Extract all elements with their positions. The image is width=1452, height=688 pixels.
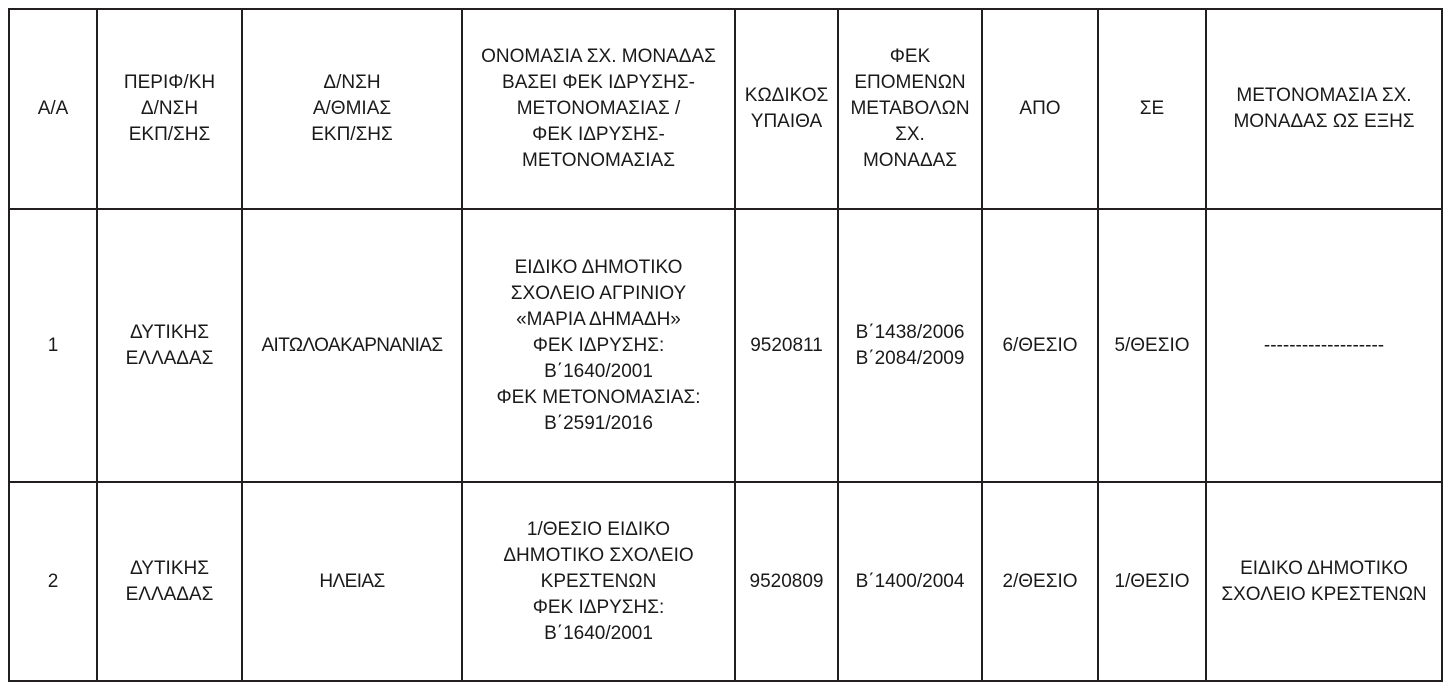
cell-to: [1098, 209, 1206, 482]
cell-line: ΕΚΠ/ΣΗΣ: [128, 124, 211, 145]
cell-line: Α/Α: [37, 98, 69, 119]
cell-from: [982, 209, 1098, 482]
header-school-name: [462, 9, 735, 209]
header-row: [9, 9, 1442, 209]
cell-line: ΚΡΕΣΤΕΝΩΝ: [540, 570, 657, 592]
cell-line: ΜΟΝΑΔΑΣ: [862, 150, 958, 171]
cell-aa: [9, 209, 97, 482]
cell-gazette-changes: [838, 482, 982, 681]
cell-line: ΑΠΟ: [1019, 98, 1061, 119]
cell-code: [735, 209, 838, 482]
header-gazette-changes: [838, 9, 982, 209]
cell-line: ΔΗΜΟΤΙΚΟ ΣΧΟΛΕΙΟ: [503, 544, 694, 566]
cell-gazette-changes: [838, 209, 982, 482]
cell-line: ΦΕΚ: [889, 46, 931, 67]
school-units-table: [8, 8, 1443, 682]
cell-line: ΣΕ: [1139, 98, 1165, 119]
cell-school-name: [462, 482, 735, 681]
cell-line: ΠΕΡΙΦ/ΚΗ: [123, 72, 216, 93]
cell-line: ΗΛΕΙΑΣ: [319, 570, 385, 592]
cell-line: Β΄2591/2016: [544, 412, 653, 434]
cell-line: ΚΩΔΙΚΟΣ: [744, 85, 829, 106]
cell-line: ΦΕΚ ΙΔΡΥΣΗΣ:: [532, 596, 665, 618]
cell-region: [97, 482, 242, 681]
header-renaming: [1206, 9, 1442, 209]
cell-line: 9520811: [750, 334, 823, 356]
cell-to: [1098, 482, 1206, 681]
cell-line: ΦΕΚ ΙΔΡΥΣΗΣ-: [532, 124, 665, 145]
cell-line: ΜΕΤΟΝΟΜΑΣΙΑ ΣΧ.: [1236, 85, 1412, 106]
cell-line: Δ/ΝΣΗ: [140, 98, 199, 119]
cell-aa: [9, 482, 97, 681]
cell-line: Β΄1640/2001: [544, 622, 653, 644]
cell-line: ΦΕΚ ΙΔΡΥΣΗΣ:: [532, 334, 665, 356]
cell-line: Α/ΘΜΙΑΣ: [312, 98, 392, 119]
cell-line: 2: [47, 570, 59, 592]
cell-line: 5/ΘΕΣΙΟ: [1114, 334, 1190, 356]
cell-line: ΜΟΝΑΔΑΣ ΩΣ ΕΞΗΣ: [1233, 111, 1415, 132]
cell-line: ΒΑΣΕΙ ΦΕΚ ΙΔΡΥΣΗΣ-: [502, 72, 695, 93]
cell-line: ΕΛΛΑΔΑΣ: [125, 583, 214, 605]
cell-line: 6/ΘΕΣΙΟ: [1002, 334, 1078, 356]
cell-line: ΔΥΤΙΚΗΣ: [130, 557, 209, 579]
header-from: [982, 9, 1098, 209]
cell-line: Β΄1640/2001: [544, 360, 653, 382]
cell-line: Β΄1400/2004: [855, 570, 965, 592]
cell-line: ΑΙΤΩΛΟΑΚΑΡΝΑΝΙΑΣ: [261, 334, 443, 356]
cell-line: ΣΧΟΛΕΙΟ ΑΓΡΙΝΙΟΥ: [510, 282, 687, 304]
cell-line: ΕΠΟΜΕΝΩΝ: [854, 72, 966, 93]
cell-line: ΦΕΚ ΜΕΤΟΝΟΜΑΣΙΑΣ:: [496, 386, 701, 408]
cell-code: [735, 482, 838, 681]
header-directorate: [242, 9, 462, 209]
cell-directorate: [242, 482, 462, 681]
cell-school-name: [462, 209, 735, 482]
cell-line: ΥΠΑΙΘΑ: [750, 111, 823, 132]
cell-renaming: [1206, 209, 1442, 482]
cell-renaming: [1206, 482, 1442, 681]
cell-line: Β΄2084/2009: [855, 347, 965, 369]
header-code: [735, 9, 838, 209]
header-to: [1098, 9, 1206, 209]
cell-line: ΕΛΛΑΔΑΣ: [125, 347, 214, 369]
cell-directorate: [242, 209, 462, 482]
cell-line: 1/ΘΕΣΙΟ ΕΙΔΙΚΟ: [526, 518, 671, 540]
cell-line: 1: [47, 334, 59, 356]
cell-line: ΔΥΤΙΚΗΣ: [130, 321, 209, 343]
cell-region: [97, 209, 242, 482]
cell-line: 1/ΘΕΣΙΟ: [1114, 570, 1190, 592]
cell-line: ΣΧ.: [895, 124, 925, 145]
cell-line: «ΜΑΡΙΑ ΔΗΜΑΔΗ»: [516, 308, 681, 330]
cell-line: ΜΕΤΟΝΟΜΑΣΙΑΣ /: [516, 98, 681, 119]
cell-line: Β΄1438/2006: [855, 321, 965, 343]
table-row: [9, 482, 1442, 681]
header-region: [97, 9, 242, 209]
cell-line: ΜΕΤΑΒΟΛΩΝ: [850, 98, 970, 119]
cell-line: ΣΧΟΛΕΙΟ ΚΡΕΣΤΕΝΩΝ: [1221, 583, 1427, 605]
cell-line: Δ/ΝΣΗ: [323, 72, 381, 93]
header-aa: [9, 9, 97, 209]
cell-line: 2/ΘΕΣΙΟ: [1002, 570, 1078, 592]
cell-line: 9520809: [749, 570, 824, 592]
cell-line: ΕΙΔΙΚΟ ΔΗΜΟΤΙΚΟ: [514, 256, 683, 278]
cell-line: -------------------: [1263, 334, 1385, 356]
cell-line: ΟΝΟΜΑΣΙΑ ΣΧ. ΜΟΝΑΔΑΣ: [481, 46, 716, 67]
cell-line: ΕΚΠ/ΣΗΣ: [311, 124, 393, 145]
cell-from: [982, 482, 1098, 681]
cell-line: ΕΙΔΙΚΟ ΔΗΜΟΤΙΚΟ: [1240, 557, 1408, 579]
table-row: [9, 209, 1442, 482]
cell-line: ΜΕΤΟΝΟΜΑΣΙΑΣ: [522, 150, 675, 171]
